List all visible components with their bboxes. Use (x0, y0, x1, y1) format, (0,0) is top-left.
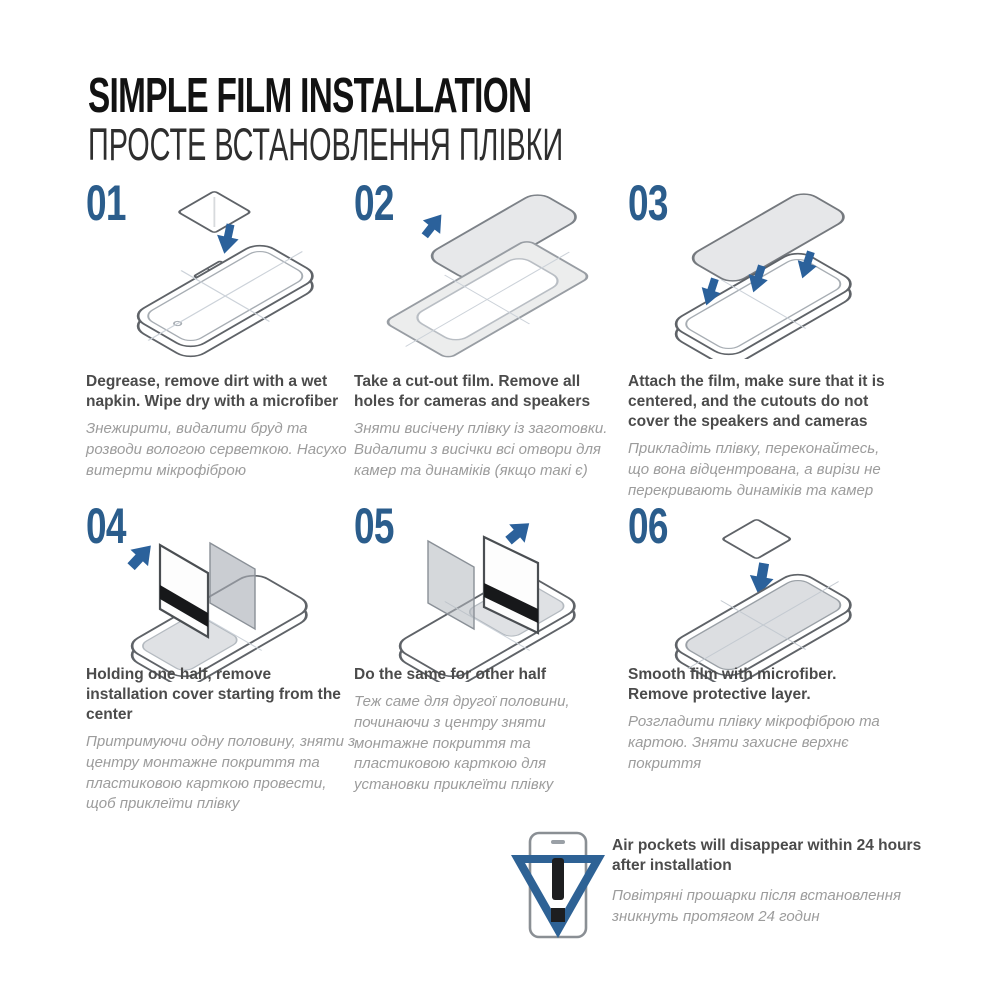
step-06-ua: Розгладити плівку мікрофіброю та картою. Зняти захисне верхнє покриття (628, 713, 880, 772)
step-05-illustration-peel-right-half-icon (370, 507, 600, 682)
step-02-en: Take a cut-out film. Remove all holes for cameras and speakers (354, 373, 591, 411)
page-subtitle: ПРОСТЕ ВСТАНОВЛЕННЯ ПЛІВКИ (88, 119, 564, 170)
header (88, 69, 830, 170)
step-03-text (628, 372, 898, 501)
step-05-text (354, 665, 624, 796)
step-02-ua: Зняти висічену плівку із заготовки. Видалити з висічки всі отвори для камер та динаміків (якщо такі є) (354, 420, 608, 479)
notice-ua: Повітряні прошарки після встановлення зникнуть протягом 24 годин (612, 886, 901, 925)
warning-phone-exclamation-triangle-icon (508, 830, 608, 942)
step-05 (354, 498, 626, 823)
step-03-illustration-attach-film-icon (644, 184, 874, 359)
step-03-en: Attach the film, make sure that it is centered, and the cutouts do not cover the speakers and cameras (628, 373, 885, 431)
notice-en: Air pockets will disappear within 24 hours after installation (612, 837, 922, 875)
step-06-text (628, 665, 898, 774)
step-04-illustration-peel-left-half-icon (102, 507, 332, 682)
step-01-text (86, 372, 356, 481)
page-title: SIMPLE FILM INSTALLATION (88, 69, 532, 123)
step-01-illustration-napkin-microfiber-phone-icon (102, 184, 332, 359)
step-04-en: Holding one half, remove installation cover starting from the center (86, 666, 341, 724)
step-06 (628, 498, 900, 823)
step-04-text (86, 665, 356, 815)
step-01-number: 01 (86, 175, 126, 231)
step-01-ua: Знежирити, видалити бруд та розводи вологою серветкою. Насухо витерти мікрофіброю (86, 420, 347, 479)
step-03 (628, 175, 900, 500)
step-02 (354, 175, 626, 500)
step-01-en: Degrease, remove dirt with a wet napkin. Wipe dry with a microfiber (86, 373, 339, 411)
step-01 (86, 175, 358, 500)
step-06-illustration-smooth-with-microfiber-icon (644, 507, 874, 682)
step-06-en: Smooth film with microfiber. Remove protective layer. (628, 666, 837, 704)
step-03-ua: Прикладіть плівку, переконайтесь, що вона відцентрована, а вирізи не перекривають динаміків та камер (628, 440, 881, 499)
step-02-illustration-peel-film-icon (370, 184, 600, 359)
step-04-ua: Притримуючи одну половину, зняти з центру монтажне покриття та пластиковою карткою провести, щоб приклеїти плівку (86, 733, 356, 813)
step-04-number: 04 (86, 498, 126, 554)
step-05-ua: Теж саме для другої половини, починаючи з центру зняти монтажне покриття та пластиковою карткою для установки приклеїти плівку (354, 693, 570, 793)
step-04 (86, 498, 358, 823)
step-02-text (354, 372, 624, 481)
step-06-number: 06 (628, 498, 668, 554)
step-02-number: 02 (354, 175, 394, 231)
step-03-number: 03 (628, 175, 668, 231)
step-05-number: 05 (354, 498, 394, 554)
step-05-en: Do the same for other half (354, 666, 547, 683)
notice (612, 836, 948, 927)
